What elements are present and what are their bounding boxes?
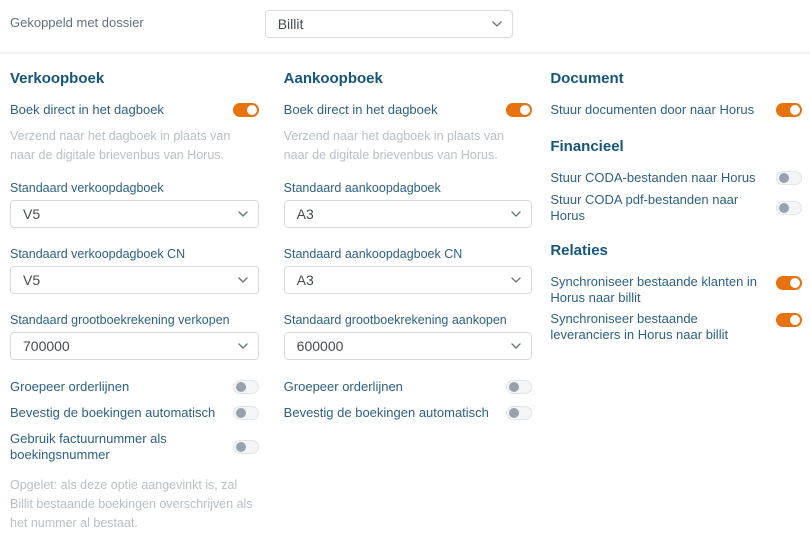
dossier-select[interactable] — [265, 10, 513, 38]
toggle-knob — [247, 105, 257, 115]
groepeer-orderlijnen-label: Groepeer orderlijnen — [10, 379, 130, 394]
groepeer-orderlijnen-row-aankoop — [284, 379, 533, 395]
verkoopboek-title: Verkoopboek — [10, 70, 105, 87]
linked-dossier-label: Gekoppeld met dossier — [10, 14, 144, 30]
grootboek-verkopen-label: Standaard grootboekrekening verkopen — [10, 313, 230, 327]
verkoop-note: Opgelet: als deze optie aangevinkt is, zal Billit bestaande boekingen overschrijven als het nummer al bestaat. — [10, 478, 253, 530]
verkoopdagboek-field — [10, 181, 259, 228]
coda-bestanden-toggle[interactable] — [776, 171, 802, 185]
grootboek-aankopen-select[interactable] — [284, 332, 533, 360]
bevestig-boekingen-toggle[interactable] — [233, 406, 259, 420]
toggle-knob — [790, 278, 800, 288]
stuur-documenten-row — [550, 102, 802, 118]
chevron-down-icon — [511, 277, 521, 283]
verkoopdagboek-cn-field — [10, 247, 259, 294]
verkoop-toggle-list — [10, 379, 259, 463]
rechts-section — [550, 54, 802, 343]
groepeer-orderlijnen-toggle[interactable] — [233, 380, 259, 394]
verkoopdagboek-value: V5 — [23, 206, 41, 222]
toggle-knob — [509, 382, 519, 392]
factuurnummer-label: Gebruik factuurnummer als boekingsnummer — [10, 431, 167, 462]
sync-leveranciers-toggle[interactable] — [776, 313, 802, 327]
verkoopdagboek-cn-select[interactable] — [10, 266, 259, 294]
factuurnummer-row — [10, 431, 259, 463]
sync-klanten-toggle[interactable] — [776, 276, 802, 290]
verkoop-direct-row — [10, 102, 259, 118]
chevron-down-icon — [238, 277, 248, 283]
aankoopdagboek-field — [284, 181, 533, 228]
chevron-down-icon — [511, 343, 521, 349]
verkoop-direct-help: Verzend naar het dagboek in plaats van naar de digitale brievenbus van Horus. — [10, 129, 231, 162]
aankoop-direct-toggle[interactable] — [506, 103, 532, 117]
stuur-documenten-label: Stuur documenten door naar Horus — [550, 102, 755, 117]
toggle-knob — [790, 315, 800, 325]
chevron-down-icon — [238, 343, 248, 349]
aankoop-toggle-list — [284, 379, 533, 421]
verkoopboek-section — [10, 54, 259, 533]
toggle-knob — [779, 203, 789, 213]
toggle-knob — [520, 105, 530, 115]
toggle-knob — [236, 442, 246, 452]
grootboek-aankopen-label: Standaard grootboekrekening aankopen — [283, 313, 507, 327]
sync-klanten-row — [550, 274, 802, 306]
aankoopboek-title: Aankoopboek — [283, 70, 383, 87]
bevestig-boekingen-label-aankoop: Bevestig de boekingen automatisch — [283, 405, 489, 420]
grootboek-verkopen-field — [10, 313, 259, 360]
financieel-title: Financieel — [550, 138, 624, 155]
groepeer-orderlijnen-label-aankoop: Groepeer orderlijnen — [283, 379, 403, 394]
verkoopdagboek-label: Standaard verkoopdagboek — [10, 181, 164, 195]
aankoopdagboek-value: A3 — [296, 206, 314, 222]
dossier-select-value: Billit — [277, 16, 304, 32]
factuurnummer-toggle[interactable] — [233, 440, 259, 454]
aankoopdagboek-cn-value: A3 — [296, 272, 314, 288]
relaties-title: Relaties — [550, 242, 608, 259]
coda-pdf-toggle[interactable] — [776, 201, 802, 215]
aankoopdagboek-cn-label: Standaard aankoopdagboek CN — [283, 247, 463, 261]
groepeer-orderlijnen-row — [10, 379, 259, 395]
bevestig-boekingen-label: Bevestig de boekingen automatisch — [10, 405, 216, 420]
aankoopdagboek-select[interactable] — [284, 200, 533, 228]
toggle-knob — [236, 382, 246, 392]
coda-bestanden-row — [550, 170, 802, 186]
aankoopdagboek-cn-field — [284, 247, 533, 294]
chevron-down-icon — [238, 211, 248, 217]
bevestig-boekingen-row — [10, 405, 259, 421]
verkoop-direct-toggle[interactable] — [233, 103, 259, 117]
grootboek-aankopen-field — [284, 313, 533, 360]
bevestig-boekingen-row-aankoop — [284, 405, 533, 421]
toggle-knob — [790, 105, 800, 115]
coda-pdf-label: Stuur CODA pdf-bestanden naar Horus — [550, 192, 739, 223]
grootboek-verkopen-select[interactable] — [10, 332, 259, 360]
verkoopdagboek-select[interactable] — [10, 200, 259, 228]
bevestig-boekingen-toggle-aankoop[interactable] — [506, 406, 532, 420]
coda-bestanden-label: Stuur CODA-bestanden naar Horus — [550, 170, 756, 185]
sync-klanten-label: Synchroniseer bestaande klanten in Horus naar billit — [550, 274, 758, 305]
aankoop-direct-help: Verzend naar het dagboek in plaats van naar de digitale brievenbus van Horus. — [283, 129, 504, 162]
grootboek-verkopen-value: 700000 — [23, 338, 70, 354]
chevron-down-icon — [492, 21, 502, 27]
verkoopdagboek-cn-value: V5 — [23, 272, 41, 288]
coda-pdf-row — [550, 192, 802, 224]
grootboek-aankopen-value: 600000 — [296, 338, 344, 354]
aankoopdagboek-label: Standaard aankoopdagboek — [283, 181, 441, 195]
verkoop-direct-label: Boek direct in het dagboek — [10, 102, 164, 117]
aankoopdagboek-cn-select[interactable] — [284, 266, 533, 294]
toggle-knob — [509, 408, 519, 418]
aankoopboek-section — [284, 54, 533, 421]
aankoop-direct-label: Boek direct in het dagboek — [283, 102, 438, 117]
document-title: Document — [550, 70, 624, 87]
toggle-knob — [236, 408, 246, 418]
sync-leveranciers-label: Synchroniseer bestaande leveranciers in Horus naar billit — [550, 311, 729, 342]
aankoop-direct-row — [284, 102, 533, 118]
linked-dossier-row — [8, 0, 802, 44]
chevron-down-icon — [511, 211, 521, 217]
toggle-knob — [779, 173, 789, 183]
groepeer-orderlijnen-toggle-aankoop[interactable] — [506, 380, 532, 394]
verkoopdagboek-cn-label: Standaard verkoopdagboek CN — [10, 247, 186, 261]
stuur-documenten-toggle[interactable] — [776, 103, 802, 117]
sync-leveranciers-row — [550, 311, 802, 343]
